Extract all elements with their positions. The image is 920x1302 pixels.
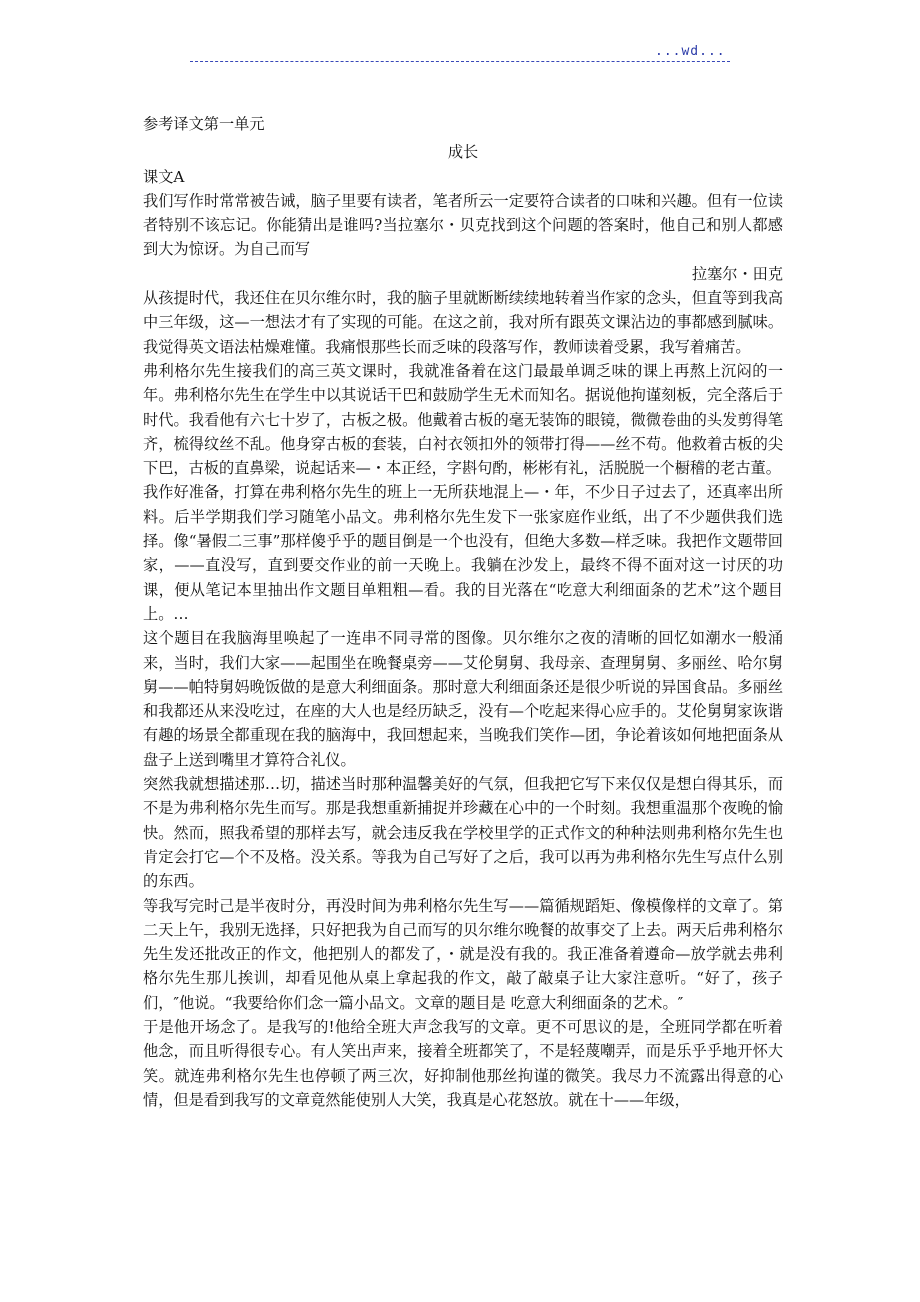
body-paragraph-5: 突然我就想描述那…切，描述当时那种温馨美好的气氛，但我把它写下来仅仅是想白得其乐，而不是为弗利格尔先生而写。那是我想重新捕捉并珍藏在心中的一个时刻。我想重温那个夜晚的愉快。然而，照我希望的那样去写，就会违反我在学校里学的正式作文的种种法则弗利格尔先生也肯定会打它—个不及格。没关系。等我为自己写好了之后，我可以再为弗利格尔先生写点什么别的东西。 — [143, 775, 783, 891]
header-dashed-rule — [190, 61, 730, 62]
author-line: 拉塞尔・田克 — [691, 264, 783, 283]
text-label: 课文A — [143, 167, 185, 186]
header-watermark: ...wd... — [655, 44, 726, 59]
document-body — [143, 112, 783, 1112]
chapter-title: 成长 — [447, 143, 479, 162]
body-paragraph-4: 这个题目在我脑海里唤起了一连串不同寻常的图像。贝尔维尔之夜的清晰的回忆如潮水一般涌来，当时，我们大家——起围坐在晚餐桌旁——艾伦舅舅、我母亲、查理舅舅、多丽丝、哈尔舅舅——帕特舅妈晚饭做的是意大利细面条。那时意大利细面条还是很少听说的异国食品。多丽丝和我都还从来没吃过，在座的大人也是经历缺乏，没有—个吃起来得心应手的。艾伦舅舅家诙谐有趣的场景全都重现在我的脑海中，我回想起来，当晚我们笑作—团，争论着该如何地把面条从盘子上送到嘴里才算符合礼仪。 — [143, 629, 783, 769]
unit-title: 参考译文第一单元 — [143, 115, 265, 133]
body-paragraph-1: 从孩提时代，我还住在贝尔维尔时，我的脑子里就断断续续地转着当作家的念头，但直等到我高中三年级，这—一想法才有了实现的可能。在这之前，我对所有跟英文课沾边的事都感到腻味。我觉得英文语法枯燥难懂。我痛恨那些长而乏味的段落写作，教师读着受累，我写着痛苦。 — [143, 289, 783, 356]
intro-paragraph: 我们写作时常常被告诫，脑子里要有读者，笔者所云一定要符合读者的口味和兴趣。但有一位读者特别不该忘记。你能猜出是谁吗?当拉塞尔・贝克找到这个问题的答案时，他自己和别人都感到大为惊讶。为自己而写 — [143, 191, 783, 259]
body-paragraph-6: 等我写完时己是半夜时分，再没时间为弗利格尔先生写——篇循规蹈矩、像模像样的文章了。第二天上午，我别无选择，只好把我为自己而写的贝尔维尔晚餐的故事交了上去。两天后弗利格尔先生发还批改正的作文，他把别人的都发了，・就是没有我的。我正准备着遵命—放学就去弗利格尔先生那儿挨训，却看见他从桌上拿起我的作文，敲了敲桌子让大家注意听。“好了，孩子们，″他说。“我要给你们念一篇小品文。文章的题目是 吃意大利细面条的艺术。″ — [143, 896, 783, 1012]
body-paragraph-2: 弗利格尔先生接我们的高三英文课时，我就准备着在这门最最单调乏味的课上再熬上沉闷的一年。弗利格尔先生在学生中以其说话干巴和鼓励学生无术而知名。据说他拘谨刻板，完全落后于时代。我看他有六七十岁了，古板之极。他戴着古板的毫无装饰的眼镜，微微卷曲的头发剪得笔齐，梳得纹丝不乱。他身穿古板的套装，白衬衣领扣外的领带打得——丝不苟。他救着古板的尖下巴，古板的直鼻梁，说起话来—・本正经，字斟句酌，彬彬有礼，活脱脱一个橱稽的老古董。 — [143, 361, 783, 478]
body-paragraph-7: 于是他开场念了。是我写的!他给全班大声念我写的文章。更不可思议的是，全班同学都在听着他念，而且听得很专心。有人笑出声来，接着全班都笑了，不是轻蔑嘲弄，而是乐乎乎地开怀大笑。就连弗利格尔先生也停顿了两三次，好抑制他那丝拘谨的微笑。我尽力不流露出得意的心情，但是看到我写的文章竟然能使别人大笑，我真是心花怒放。就在十——年级， — [143, 1017, 783, 1109]
body-paragraph-3: 我作好准备，打算在弗利格尔先生的班上一无所获地混上—・年，不少日子过去了，还真率出所料。后半学期我们学习随笔小品文。弗利格尔先生发下一张家庭作业纸，出了不少题供我们选择。像“暑假二三事”那样傻乎乎的题目倒是一个也没有，但绝大多数—样乏味。我把作文题带回家，——直没写，直到要交作业的前一天晚上。我躺在沙发上，最终不得不面对这一讨厌的功课，便从笔记本里抽出作文题目单粗粗—看。我的目光落在“吃意大利细面条的艺术”这个题目上。… — [143, 483, 783, 623]
